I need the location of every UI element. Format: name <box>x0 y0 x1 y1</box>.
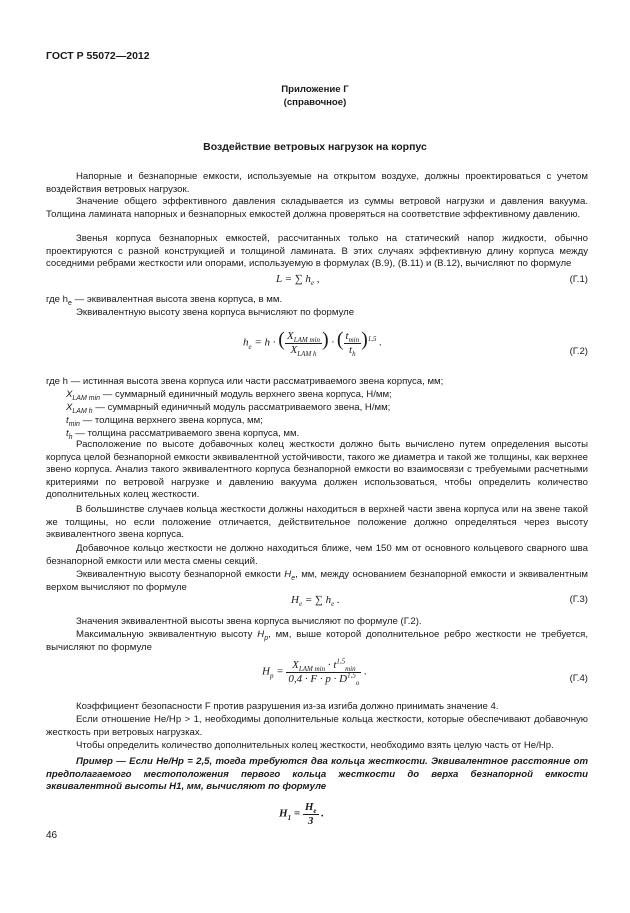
equation-g3: $H_e$ = ∑ $h_e$ . <box>291 594 340 609</box>
equation-h1: $H_1$ = $\frac{H_e}{3}$ . <box>279 801 325 827</box>
page-number: 46 <box>46 830 58 841</box>
where-clause: $t_{min}$ — толщина верхнего звена корпуса, мм; <box>66 415 263 428</box>
paragraph: Напорные и безнапорные емкости, используемые на открытом воздухе, должны проектироваться с учетом воздействия ветровых нагрузок. <box>46 171 588 195</box>
equation-number: (Г.4) <box>569 673 588 684</box>
where-clause: где h — истинная высота звена корпуса или части рассматриваемого звена корпуса, мм; <box>46 376 444 387</box>
equation-number: (Г.3) <box>569 594 588 605</box>
paragraph: Эквивалентную высоту безнапорной емкости $H_e$, мм, между основанием безнапорной емкости и эквивалентным верхом вычисляют по формуле <box>46 569 589 593</box>
paragraph: Коэффициент безопасности F против разрушения из-за изгиба должно принимать значение 4. <box>76 701 499 712</box>
paragraph: Если отношение Hе/Hр > 1, необходимы дополнительные кольца жесткости, которые обеспечивают добавочную жесткость при ветровых нагрузках. <box>46 714 588 738</box>
paragraph: Значение общего эффективного давления складывается из суммы ветровой нагрузки и давления вакуума. Толщина ламината напорных и безнапорных емкостей должна проверяться на соответствие эффективному давлению. <box>46 196 588 220</box>
appendix-subtitle: (справочное) <box>283 97 347 108</box>
appendix-title: Приложение Г <box>281 84 349 95</box>
paragraph: Чтобы определить количество дополнительных колец жесткости, необходимо взять целую часть от Hе/Hр. <box>76 740 554 751</box>
where-clause: где $h_е$ — эквивалентная высота звена корпуса, в мм. <box>46 294 283 307</box>
where-clause: $t_h$ — толщина рассматриваемого звена корпуса, мм. <box>66 428 300 441</box>
paragraph: Расположение по высоте добавочных колец жесткости должно быть вычислено путем определения высоты корпуса целой безнапорной емкости эквивалентной устойчивости, такого же диаметра и такой же толщины, как верхнее звено корпуса. Анализ такого эквивалентного корпуса безнапорной емкости во взаимосвязи с требуемыми расчетными критериями по ветровой нагрузке и давлению вакуума должен использоваться, чтобы определить количество дополнительных колец жесткости. <box>46 439 588 501</box>
paragraph: В большинстве случаев кольца жесткости должны находиться в верхней части звена корпуса или на звене такой же толщины, но если положение отличается, действительное положение должно определяться через высоту эквивалентного звена корпуса. <box>46 504 588 541</box>
example-paragraph: Пример — Если Hе/Hр = 2,5, тогда требуются два кольца жесткости. Эквивалентное расстояние от предполагаемого местоположения первого кольца жесткости до верха безнапорной емкости эквивалентной высоты H1, мм, вычисляют по формуле <box>46 756 588 793</box>
section-title: Воздействие ветровых нагрузок на корпус <box>203 141 427 153</box>
where-clause: $X_{LAM min}$ — суммарный единичный модуль верхнего звена корпуса, Н/мм; <box>66 389 392 402</box>
paragraph: Звенья корпуса безнапорных емкостей, рассчитанных только на статический напор жидкости, обычно проектируются с разной конструкцией и толщиной ламината. В этих случаях эффективную длину корпуса между соседними ребрами жесткости или опорами, используемую в формулах (В.9), (В.11) и (В.12), вычисляют по формуле <box>46 233 588 270</box>
paragraph: Максимальную эквивалентную высоту $H_p$, мм, выше которой дополнительное ребро жесткости не требуется, вычисляют по формуле <box>46 629 588 653</box>
standard-header: ГОСТ Р 55072—2012 <box>46 50 150 62</box>
equation-number: (Г.2) <box>569 346 588 357</box>
equation-g4: $H_p$ = $\frac{X_{LAM min} \cdot t^{1,5}_{min}}{0,4 \cdot F \cdot p \cdot D^{1,5}_o}$ . <box>262 657 367 687</box>
paragraph: Добавочное кольцо жесткости не должно находиться ближе, чем 150 мм от основного кольцевого сварного шва безнапорной емкости или места смены секций. <box>46 543 588 567</box>
paragraph: Значения эквивалентной высоты звена корпуса вычисляют по формуле (Г.2). <box>76 616 422 627</box>
equation-g2: $h_e = h$ · ( $\frac{X_{LAM min}}{X_{LAM h}}$ ) · ( $\frac{t_{min}}{t_h}$ )$^{1,5}$ . <box>243 328 383 358</box>
paragraph: Эквивалентную высоту звена корпуса вычисляют по формуле <box>76 307 355 318</box>
where-clause: $X_{LAM h}$ — суммарный единичный модуль рассматриваемого звена, Н/мм; <box>66 402 391 415</box>
equation-g1: L = ∑ $h_e$ , <box>276 273 320 288</box>
equation-number: (Г.1) <box>569 274 588 285</box>
